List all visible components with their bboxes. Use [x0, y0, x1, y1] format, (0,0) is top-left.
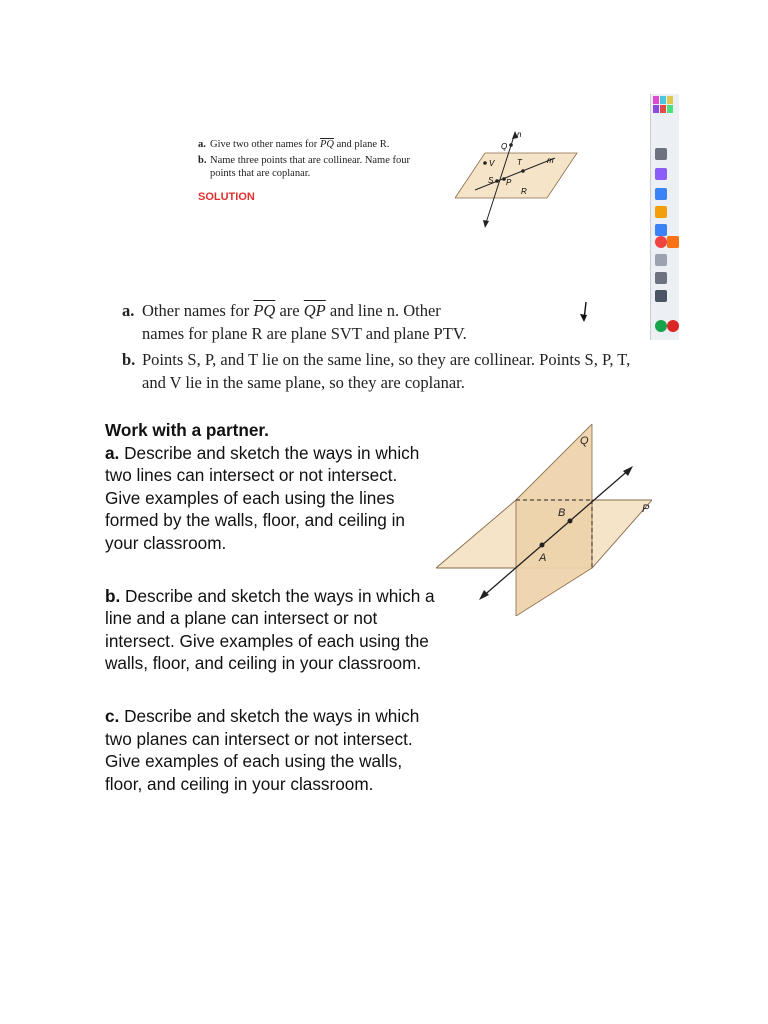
point-t — [521, 169, 525, 173]
label-m: m — [547, 156, 554, 165]
select-icon[interactable] — [655, 148, 667, 160]
answer-b-label: b. — [122, 350, 136, 369]
point-q — [509, 143, 513, 147]
color-swatch-red[interactable] — [660, 105, 666, 113]
line-n-arrow-bottom — [483, 220, 489, 228]
label-b: B — [558, 507, 566, 519]
text-icon[interactable] — [655, 254, 667, 266]
label-a: A — [539, 552, 547, 564]
label-v: V — [489, 159, 495, 168]
question-a-text: Give two other names for $\overline{PQ}$ and plane R. — [210, 139, 390, 150]
answers — [122, 300, 662, 398]
plane-r-figure — [455, 128, 580, 228]
work-item-c: c. Describe and sketch the ways in which two planes can intersect or not intersect. Give examples of each using the walls, floor, and ceiling in your classroom. — [105, 705, 420, 794]
eraser-icon[interactable] — [655, 188, 667, 200]
color-swatch-magenta[interactable] — [653, 96, 659, 104]
question-a-label: a. — [198, 139, 206, 150]
work-item-a: a. Describe and sketch the ways in which two lines can intersect or not intersect. Give examples of each using the lines formed by the walls, floor, and ceiling in your classroom. — [105, 442, 420, 553]
solution-heading: SOLUTION — [198, 191, 255, 203]
print-icon[interactable] — [655, 272, 667, 284]
clock-icon[interactable] — [655, 320, 667, 332]
example-questions — [198, 138, 410, 180]
intersecting-planes-figure — [436, 424, 652, 616]
plane-r — [455, 153, 577, 198]
color-swatch-cyan[interactable] — [660, 96, 666, 104]
annotation-toolbar — [650, 94, 679, 340]
plane-q — [516, 424, 592, 616]
label-s: S — [488, 176, 494, 185]
work-item-b: b. Describe and sketch the ways in which a line and a plane can intersect or not intersect. Give examples of each using the walls, floor, and ceiling in your classroom. — [105, 585, 435, 674]
color-swatch-yellow[interactable] — [667, 96, 673, 104]
pen-icon[interactable] — [655, 168, 667, 180]
label-p: P — [506, 178, 512, 187]
redo-icon[interactable] — [667, 236, 679, 248]
answer-a-text: Other names for $\overline{PQ}$ are $\overline{QP}$ and line n. Other names for plane R are plane SVT and plane PTV. — [142, 301, 467, 343]
shape-icon[interactable] — [655, 206, 667, 218]
image-icon[interactable] — [655, 290, 667, 302]
label-q: Q — [580, 435, 589, 447]
line-arrow-bottom — [479, 590, 489, 600]
fill-icon[interactable] — [655, 224, 667, 236]
color-swatch-green[interactable] — [667, 105, 673, 113]
answer-b-text: Points S, P, and T lie on the same line, so they are collinear. Points S, P, T, and V lie in the same plane, so they are coplanar. — [142, 350, 631, 392]
undo-icon[interactable] — [655, 236, 667, 248]
color-swatch-purple[interactable] — [653, 105, 659, 113]
label-p: P — [642, 503, 650, 515]
work-with-partner — [105, 419, 435, 825]
point-a — [540, 543, 545, 548]
answer-a-label: a. — [122, 301, 135, 320]
label-r: R — [521, 187, 527, 196]
question-b-label: b. — [198, 155, 207, 166]
label-n: n — [517, 130, 522, 139]
work-title: Work with a partner. — [105, 420, 269, 440]
point-s — [495, 179, 499, 183]
line-arrow-top — [623, 466, 633, 476]
point-v — [483, 161, 487, 165]
label-q: Q — [501, 142, 508, 151]
point-b — [568, 519, 573, 524]
label-t: T — [517, 158, 522, 167]
close-icon[interactable] — [667, 320, 679, 332]
question-b-text: Name three points that are collinear. Name four points that are coplanar. — [210, 155, 411, 179]
